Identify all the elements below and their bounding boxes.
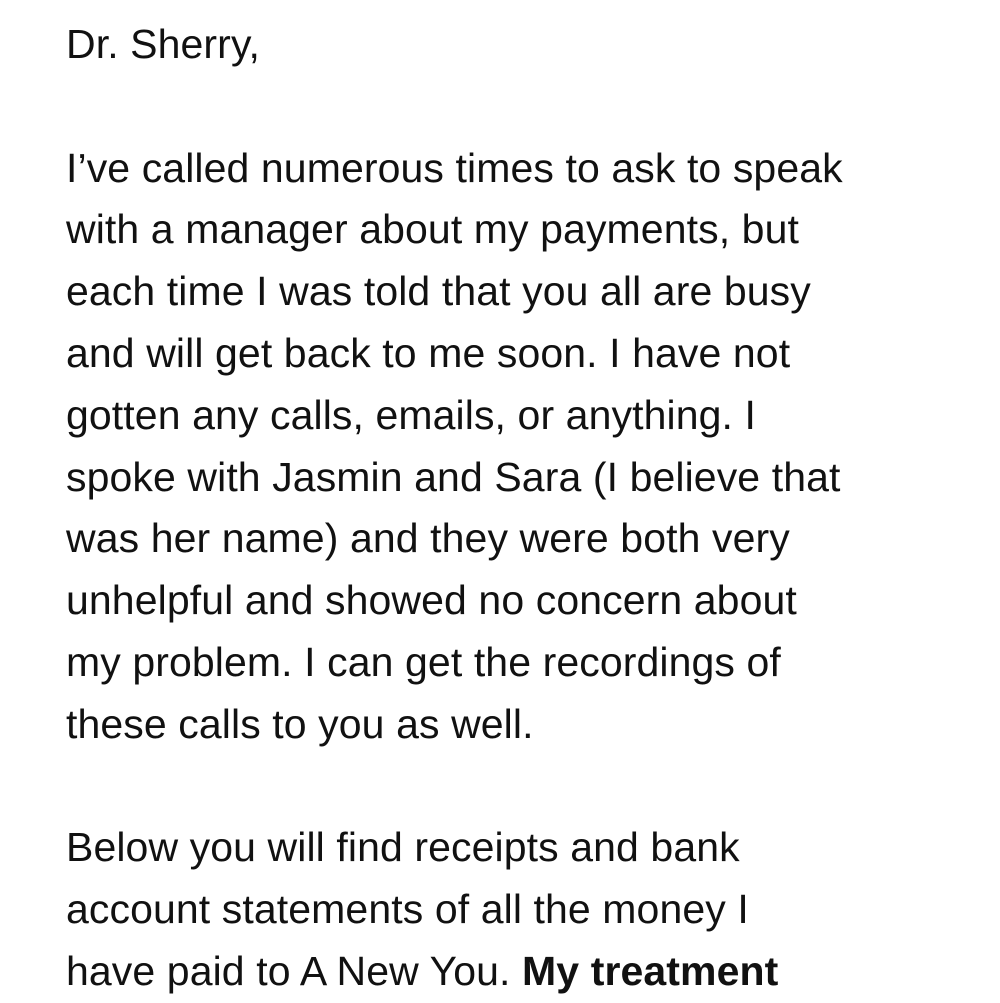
text-line: I’ve called numerous times to ask to speak <box>66 144 843 191</box>
paragraph-spacer <box>66 756 966 818</box>
text-line: gotten any calls, emails, or anything. I <box>66 391 756 438</box>
paragraph-2 <box>66 817 966 1002</box>
text-line: spoke with Jasmin and Sara (I believe that <box>66 453 841 500</box>
text-line: was her name) and they were both very <box>66 515 790 562</box>
text-line: my problem. I can get the recordings of <box>66 638 781 685</box>
paragraph-1 <box>66 138 966 756</box>
text-line: Below you will find receipts and bank <box>66 824 740 871</box>
text-line: with a manager about my payments, but <box>66 206 799 253</box>
text-line-partial <box>66 941 966 1003</box>
greeting: Dr. Sherry, <box>66 21 260 67</box>
text-line: account statements of all the money I <box>66 886 749 933</box>
text-line: each time I was told that you all are busy <box>66 268 811 315</box>
paragraph-spacer <box>66 76 966 138</box>
text-bold: My treatment <box>522 947 779 994</box>
text-regular: have paid to A New You. <box>66 947 523 994</box>
text-line: and will get back to me soon. I have not <box>66 329 791 376</box>
text-line: these calls to you as well. <box>66 700 534 747</box>
message-body <box>66 14 966 1003</box>
text-line: unhelpful and showed no concern about <box>66 577 797 624</box>
